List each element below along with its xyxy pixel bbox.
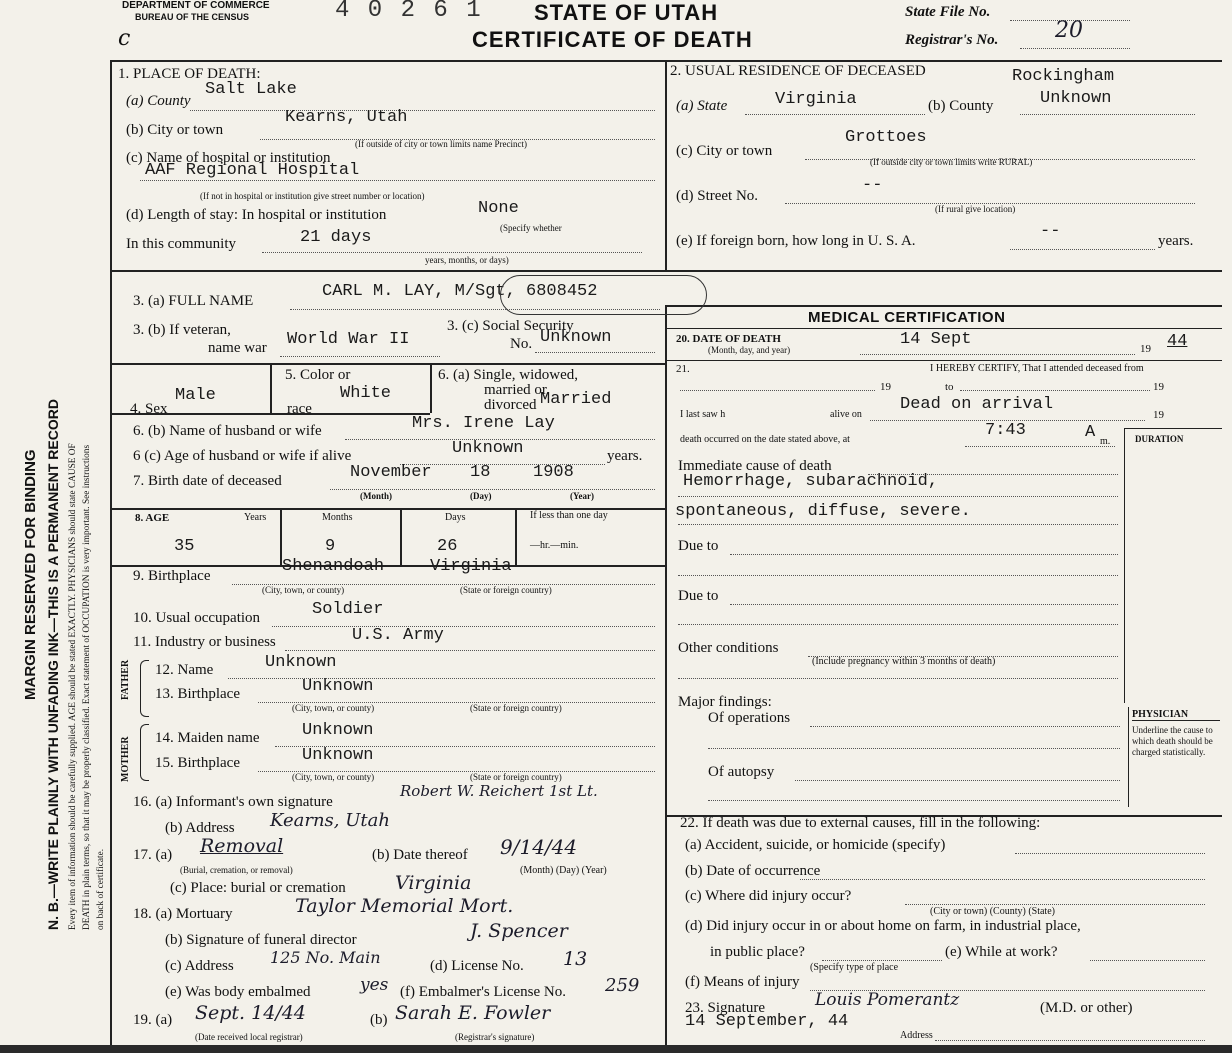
father-bp-value: Unknown bbox=[302, 677, 374, 696]
md-address-label: Address bbox=[900, 1030, 933, 1041]
cert-number: 21. bbox=[676, 363, 690, 375]
medical-heading: MEDICAL CERTIFICATION bbox=[808, 309, 1006, 326]
hospital-label: (c) Name of hospital or institution bbox=[126, 150, 331, 166]
place-heading: 1. PLACE OF DEATH: bbox=[118, 66, 261, 82]
registrar-label: Registrar's No. bbox=[905, 32, 999, 48]
physician-label: PHYSICIAN bbox=[1132, 709, 1220, 721]
units-note: years, months, or days) bbox=[425, 255, 509, 265]
state-file-label: State File No. bbox=[905, 4, 991, 20]
bureau-label: BUREAU OF THE CENSUS bbox=[135, 12, 250, 22]
registrar-sig-note: (Registrar's signature) bbox=[455, 1032, 535, 1042]
certificate-title: CERTIFICATE OF DEATH bbox=[472, 27, 753, 52]
years-sublabel: Years bbox=[244, 512, 267, 523]
spouse-age-label: 6 (c) Age of husband or wife if alive bbox=[133, 448, 352, 464]
physician-note: Underline the cause to which death should be charged statistically. bbox=[1132, 725, 1213, 757]
dod-value: 14 Sept bbox=[900, 330, 972, 349]
birth-month: November bbox=[350, 463, 432, 482]
cause-line-2: spontaneous, diffuse, severe. bbox=[675, 502, 971, 521]
burial-place-value: Virginia bbox=[395, 872, 472, 894]
age-days-value: 26 bbox=[437, 537, 458, 556]
war-label: name war bbox=[208, 340, 267, 356]
license-value: 13 bbox=[563, 948, 588, 970]
father-state-note: (State or foreign country) bbox=[470, 703, 562, 713]
res-county-label: (b) County bbox=[928, 98, 994, 114]
registrar-number: 20 bbox=[1055, 18, 1083, 43]
mother-state-note: (State or foreign country) bbox=[470, 772, 562, 782]
city-county-state-note: (City or town) (County) (State) bbox=[930, 906, 1055, 917]
license-label: (d) License No. bbox=[430, 958, 524, 974]
embalmer-license-value: 259 bbox=[605, 975, 640, 996]
spouse-age-unit: years. bbox=[607, 448, 643, 464]
accident-label: (a) Accident, suicide, or homicide (specify) bbox=[685, 837, 946, 853]
occupation-value: Soldier bbox=[312, 600, 384, 619]
birth-label: 7. Birth date of deceased bbox=[133, 473, 282, 489]
due-to-label-2: Due to bbox=[678, 588, 719, 604]
age-months-value: 9 bbox=[325, 537, 336, 556]
res-county-value: Unknown bbox=[1040, 89, 1112, 108]
father-name-value: Unknown bbox=[265, 653, 337, 672]
external-causes-label: 22. If death was due to external causes, fill in the following: bbox=[680, 815, 1041, 831]
industry-value: U.S. Army bbox=[352, 626, 444, 645]
immediate-cause-label: Immediate cause of death bbox=[678, 458, 832, 474]
disposition-date-value: 9/14/44 bbox=[500, 835, 578, 859]
dod-label: 20. DATE OF DEATH bbox=[676, 333, 781, 345]
days-sublabel: Days bbox=[445, 512, 466, 523]
dod-note: (Month, day, and year) bbox=[708, 345, 791, 355]
res-city-value: Grottoes bbox=[845, 128, 927, 147]
scan-edge bbox=[0, 1045, 1232, 1053]
md-signature: Louis Pomerantz bbox=[815, 990, 960, 1010]
stay-hospital-value: None bbox=[478, 199, 519, 218]
md-signature-label: 23. Signature bbox=[685, 1000, 765, 1016]
specify-place-note: (Specify type of place bbox=[810, 962, 899, 973]
informant-addr-label: (b) Address bbox=[165, 820, 235, 836]
stay-label: (d) Length of stay: In hospital or institution bbox=[126, 207, 387, 223]
burial-place-label: (c) Place: burial or cremation bbox=[170, 880, 346, 896]
mother-name-label: 14. Maiden name bbox=[155, 730, 260, 746]
birthplace-state: Virginia bbox=[430, 557, 512, 576]
county-label: (a) County bbox=[126, 93, 191, 109]
sex-value: Male bbox=[175, 386, 216, 405]
mortuary-address-value: 125 No. Main bbox=[270, 948, 381, 967]
res-street-value: -- bbox=[862, 176, 883, 195]
war-value: World War II bbox=[287, 330, 410, 349]
embalmed-label: (e) Was body embalmed bbox=[165, 984, 311, 1000]
director-label: (b) Signature of funeral director bbox=[165, 932, 357, 948]
instructions-text-1: Every item of information should be carefully supplied. AGE should be stated EXACTLY. PHYSICIANS should state CAUSE OF bbox=[68, 443, 78, 930]
race-value: White bbox=[340, 384, 392, 403]
received-note: (Date received local registrar) bbox=[195, 1032, 303, 1042]
bp-city-note: (City, town, or county) bbox=[262, 585, 345, 595]
other-conditions-note: (Include pregnancy within 3 months of death) bbox=[812, 656, 996, 667]
where-label: (c) Where did injury occur? bbox=[685, 888, 852, 904]
county-value: Salt Lake bbox=[205, 80, 297, 99]
binding-margin bbox=[0, 0, 108, 1053]
burial-note: (Burial, cremation, or removal) bbox=[180, 865, 293, 875]
birthplace-label: 9. Birthplace bbox=[133, 568, 211, 584]
ss-value: Unknown bbox=[540, 328, 612, 347]
occurred-label: death occurred on the date stated above, at bbox=[680, 434, 850, 445]
md-label: (M.D. or other) bbox=[1040, 1000, 1133, 1016]
md-sign-date: 14 September, 44 bbox=[685, 1012, 849, 1031]
father-label: FATHER bbox=[120, 659, 131, 700]
received-label: 19. (a) bbox=[133, 1012, 173, 1028]
cause-line-1: Hemorrhage, subarachnoid, bbox=[683, 472, 939, 491]
birthplace-city: Shenandoah bbox=[282, 557, 385, 576]
mortuary-value: Taylor Memorial Mort. bbox=[295, 895, 514, 917]
to-label: to bbox=[945, 381, 954, 393]
burial-value: Removal bbox=[200, 835, 284, 857]
full-name-label: 3. (a) FULL NAME bbox=[133, 293, 254, 309]
hr-min-label: —hr.—min. bbox=[530, 540, 579, 551]
corner-mark: c bbox=[118, 26, 131, 51]
means-label: (f) Means of injury bbox=[685, 974, 800, 990]
month-sublabel: (Month) bbox=[360, 491, 392, 501]
director-signature: J. Spencer bbox=[470, 920, 568, 942]
other-conditions-label: Other conditions bbox=[678, 640, 779, 656]
due-to-label-1: Due to bbox=[678, 538, 719, 554]
mother-bp-label: 15. Birthplace bbox=[155, 755, 240, 771]
spouse-label: 6. (b) Name of husband or wife bbox=[133, 423, 322, 439]
father-city-note: (City, town, or county) bbox=[292, 703, 375, 713]
sex-label: 4. Sex bbox=[130, 401, 168, 417]
dod-year-prefix: 19 bbox=[1140, 343, 1151, 355]
embalmer-license-label: (f) Embalmer's License No. bbox=[400, 984, 566, 1000]
city-value: Kearns, Utah bbox=[285, 108, 408, 127]
physician-box bbox=[1128, 707, 1223, 807]
operations-label: Of operations bbox=[708, 710, 791, 726]
months-sublabel: Months bbox=[322, 512, 353, 523]
dod-year: 44 bbox=[1167, 332, 1188, 351]
city-label: (b) City or town bbox=[126, 122, 224, 138]
death-ampm: A bbox=[1085, 423, 1096, 442]
major-findings-label: Major findings: bbox=[678, 694, 772, 710]
marital-label-3: divorced bbox=[484, 397, 537, 413]
age-label: 8. AGE bbox=[135, 512, 170, 524]
occupation-label: 10. Usual occupation bbox=[133, 610, 261, 626]
city-note: (If outside of city or town limits name Precinct) bbox=[355, 139, 527, 149]
permanent-record-text: N. B.—WRITE PLAINLY WITH UNFADING INK—THIS IS A PERMANENT RECORD bbox=[45, 399, 61, 930]
res-street-note: (If rural give location) bbox=[935, 204, 1016, 214]
res-street-label: (d) Street No. bbox=[676, 188, 759, 204]
certificate-number: 4 0 2 6 1 bbox=[335, 0, 483, 24]
state-title: STATE OF UTAH bbox=[534, 0, 719, 25]
informant-signature: Robert W. Reichert 1st Lt. bbox=[400, 782, 598, 800]
mother-city-note: (City, town, or county) bbox=[292, 772, 375, 782]
res-state-label: (a) State bbox=[676, 98, 728, 114]
mortuary-label: 18. (a) Mortuary bbox=[133, 906, 233, 922]
spouse-age-value: Unknown bbox=[452, 439, 524, 458]
race-label: race bbox=[287, 401, 312, 417]
specify-note: (Specify whether bbox=[500, 223, 562, 233]
marital-value: Married bbox=[540, 390, 612, 409]
less-day-sublabel: If less than one day bbox=[530, 510, 608, 521]
res-years-label: years. bbox=[1158, 233, 1194, 249]
community-label: In this community bbox=[126, 236, 236, 252]
instructions-text-2: DEATH in plain terms, so that it may be properly classified. Exact statement of OCCUPATION is very important. See instructions bbox=[82, 444, 92, 930]
informant-sig-label: 16. (a) Informant's own signature bbox=[133, 794, 333, 810]
mother-label: MOTHER bbox=[120, 736, 131, 782]
death-time: 7:43 bbox=[985, 421, 1026, 440]
ss-label: 3. (c) Social Security bbox=[447, 318, 574, 334]
to-year: 19 bbox=[1153, 381, 1164, 393]
res-city-note: (If outside city or town limits write RURAL) bbox=[870, 157, 1033, 167]
autopsy-label: Of autopsy bbox=[708, 764, 775, 780]
name-circle-mark bbox=[500, 275, 707, 315]
spouse-value: Mrs. Irene Lay bbox=[412, 414, 555, 433]
hospital-value: AAF Regional Hospital bbox=[145, 161, 360, 180]
res-city-label: (c) City or town bbox=[676, 143, 773, 159]
ss-no-label: No. bbox=[510, 336, 533, 352]
occurrence-label: (b) Date of occurrence bbox=[685, 863, 821, 879]
last-saw-value: Dead on arrival bbox=[900, 395, 1054, 414]
alive-on-label: alive on bbox=[830, 409, 862, 420]
residence-county-extra: Rockingham bbox=[1012, 67, 1115, 86]
from-year: 19 bbox=[880, 381, 891, 393]
dept-label: DEPARTMENT OF COMMERCE bbox=[122, 0, 270, 11]
informant-addr-value: Kearns, Utah bbox=[270, 810, 390, 831]
m-label: m. bbox=[1100, 436, 1111, 447]
year-sublabel: (Year) bbox=[570, 491, 594, 501]
marital-label: 6. (a) Single, widowed, bbox=[438, 367, 578, 383]
father-name-label: 12. Name bbox=[155, 662, 214, 678]
community-value: 21 days bbox=[300, 228, 372, 247]
birth-year: 1908 bbox=[533, 463, 574, 482]
duration-label: DURATION bbox=[1135, 434, 1184, 444]
margin-reserved-text: MARGIN RESERVED FOR BINDING bbox=[22, 449, 39, 700]
registrar-signature: Sarah E. Fowler bbox=[395, 1002, 551, 1024]
res-foreign-value: -- bbox=[1040, 222, 1061, 241]
color-label: 5. Color or bbox=[285, 367, 351, 383]
res-foreign-label: (e) If foreign born, how long in U. S. A. bbox=[676, 233, 916, 249]
registrar-sig-label: (b) bbox=[370, 1012, 388, 1028]
marital-label-2: married or bbox=[484, 382, 547, 398]
certify-text: I HEREBY CERTIFY, That I attended deceased from bbox=[930, 363, 1144, 374]
bp-state-note: (State or foreign country) bbox=[460, 585, 552, 595]
mdy-note: (Month) (Day) (Year) bbox=[520, 865, 607, 876]
day-sublabel: (Day) bbox=[470, 491, 492, 501]
last-saw-year: 19 bbox=[1153, 409, 1164, 421]
instructions-text-3: on back of certificate. bbox=[96, 848, 106, 930]
industry-label: 11. Industry or business bbox=[133, 634, 276, 650]
mother-bp-value: Unknown bbox=[302, 746, 374, 765]
embalmed-value: yes bbox=[360, 975, 389, 995]
veteran-label: 3. (b) If veteran, bbox=[133, 322, 231, 338]
father-bp-label: 13. Birthplace bbox=[155, 686, 240, 702]
at-work-label: (e) While at work? bbox=[945, 944, 1058, 960]
disposition-date-label: (b) Date thereof bbox=[372, 847, 468, 863]
birth-day: 18 bbox=[470, 463, 491, 482]
res-state-value: Virginia bbox=[775, 90, 857, 109]
public-place-label: in public place? bbox=[710, 944, 805, 960]
burial-label: 17. (a) bbox=[133, 847, 173, 863]
residence-heading: 2. USUAL RESIDENCE OF DECEASED bbox=[670, 63, 926, 79]
received-value: Sept. 14/44 bbox=[195, 1002, 306, 1024]
age-years-value: 35 bbox=[174, 537, 195, 556]
full-name-value: CARL M. LAY, M/Sgt, 6808452 bbox=[322, 282, 598, 301]
mortuary-address-label: (c) Address bbox=[165, 958, 234, 974]
farm-label: (d) Did injury occur in or about home on farm, in industrial place, bbox=[685, 918, 1081, 934]
hospital-note: (If not in hospital or institution give street number or location) bbox=[200, 191, 425, 201]
mother-name-value: Unknown bbox=[302, 721, 374, 740]
last-saw-label: I last saw h bbox=[680, 409, 726, 420]
